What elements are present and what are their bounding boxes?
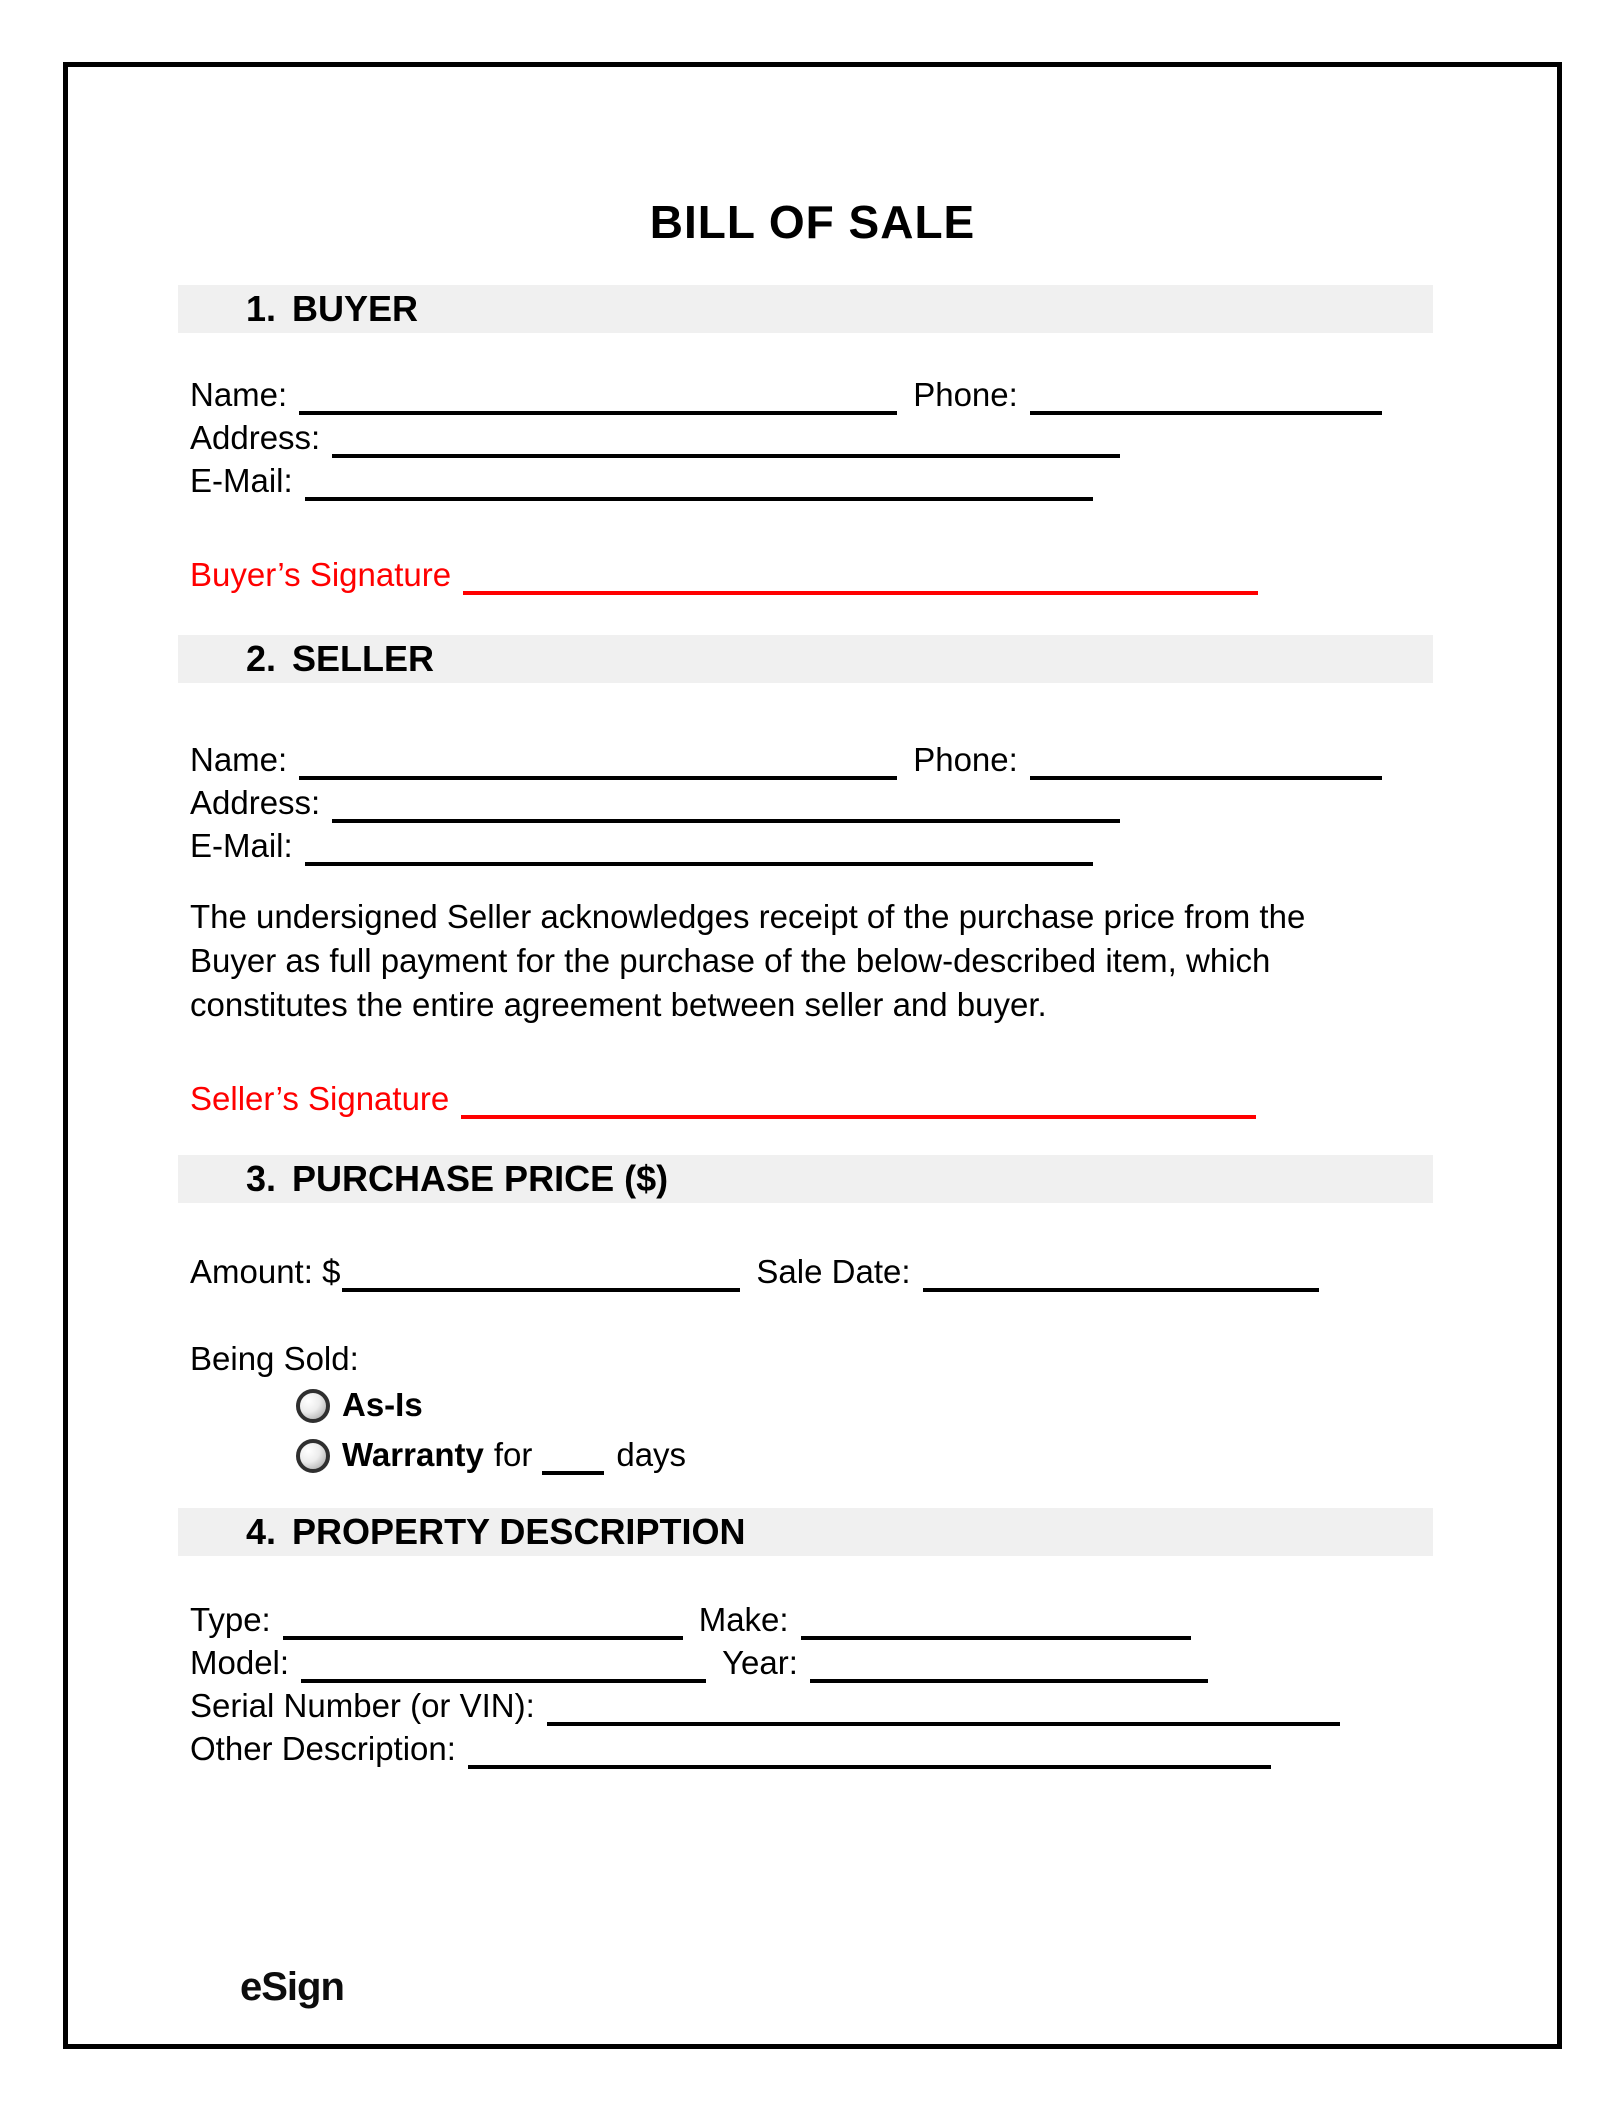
model-input-line[interactable] [301,1679,706,1683]
seller-name-label: Name: [190,741,288,778]
seller-email-input-line[interactable] [305,862,1093,866]
buyer-signature-label: Buyer’s Signature [190,556,452,593]
seller-signature-row [190,1077,1256,1121]
warranty-days-input-line[interactable] [542,1471,604,1475]
section-header-purchase-price [178,1155,1433,1203]
type-input-line[interactable] [283,1636,683,1640]
buyer-phone-input-line[interactable] [1030,411,1382,415]
section-header-seller [178,635,1433,683]
being-sold-row [190,1337,359,1381]
sale-date-label: Sale Date: [756,1253,911,1290]
as-is-option-label: As-Is [342,1386,423,1423]
warranty-for-text: for [493,1436,533,1473]
buyer-name-label: Name: [190,376,288,413]
document-title: BILL OF SALE [649,196,976,248]
sale-date-input-line[interactable] [923,1288,1319,1292]
amount-row [190,1250,1319,1294]
model-label: Model: [190,1644,290,1681]
section-header-buyer [178,285,1433,333]
seller-phone-label: Phone: [913,741,1018,778]
year-label: Year: [722,1644,798,1681]
other-description-row [190,1727,1271,1771]
buyer-email-input-line[interactable] [305,497,1093,501]
section-title-seller: SELLER [292,638,435,679]
buyer-address-row [190,416,1120,460]
buyer-address-input-line[interactable] [332,454,1120,458]
section-header-property [178,1508,1433,1556]
buyer-name-row [190,373,1382,417]
seller-name-row [190,738,1382,782]
seller-signature-label: Seller’s Signature [190,1080,450,1117]
amount-input-line[interactable] [342,1288,740,1292]
section-number-buyer: 1. [246,288,277,329]
serial-input-line[interactable] [547,1722,1340,1726]
buyer-email-row [190,459,1093,503]
warranty-days-text: days [616,1436,687,1473]
seller-address-label: Address: [190,784,321,821]
buyer-phone-label: Phone: [913,376,1018,413]
seller-acknowledgement-text: The undersigned Seller acknowledges receipt of the purchase price from the Buyer as full payment for the purchase of the below-described item, which constitutes the entire agreement between seller and buyer. [190,898,1306,1023]
section-number-purchase-price: 3. [246,1158,277,1199]
buyer-signature-row [190,553,1258,597]
as-is-radio[interactable] [296,1389,330,1423]
make-label: Make: [698,1601,789,1638]
other-description-input-line[interactable] [468,1765,1271,1769]
seller-phone-input-line[interactable] [1030,776,1382,780]
amount-label: Amount: $ [190,1253,341,1290]
being-sold-label: Being Sold: [190,1340,359,1377]
buyer-name-input-line[interactable] [299,411,897,415]
warranty-option-label: Warranty [342,1436,484,1473]
section-title-buyer: BUYER [292,288,419,329]
seller-email-label: E-Mail: [190,827,293,864]
serial-label: Serial Number (or VIN): [190,1687,535,1724]
make-input-line[interactable] [801,1636,1191,1640]
section-number-property: 4. [246,1511,277,1552]
esign-logo: eSign [240,1965,344,2009]
buyer-address-label: Address: [190,419,321,456]
model-year-row [190,1641,1208,1685]
buyer-email-label: E-Mail: [190,462,293,499]
section-title-purchase-price: PURCHASE PRICE ($) [292,1158,669,1199]
seller-address-input-line[interactable] [332,819,1120,823]
warranty-radio[interactable] [296,1439,330,1473]
serial-row [190,1684,1340,1728]
warranty-option-row [296,1433,686,1477]
section-title-property: PROPERTY DESCRIPTION [292,1511,746,1552]
seller-name-input-line[interactable] [299,776,897,780]
seller-email-row [190,824,1093,868]
year-input-line[interactable] [810,1679,1208,1683]
as-is-option-row [296,1383,423,1427]
type-make-row [190,1598,1191,1642]
buyer-signature-input-line[interactable] [463,591,1258,595]
type-label: Type: [190,1601,271,1638]
other-description-label: Other Description: [190,1730,456,1767]
seller-signature-input-line[interactable] [461,1115,1256,1119]
seller-address-row [190,781,1120,825]
section-number-seller: 2. [246,638,277,679]
document-page [63,62,1562,2049]
